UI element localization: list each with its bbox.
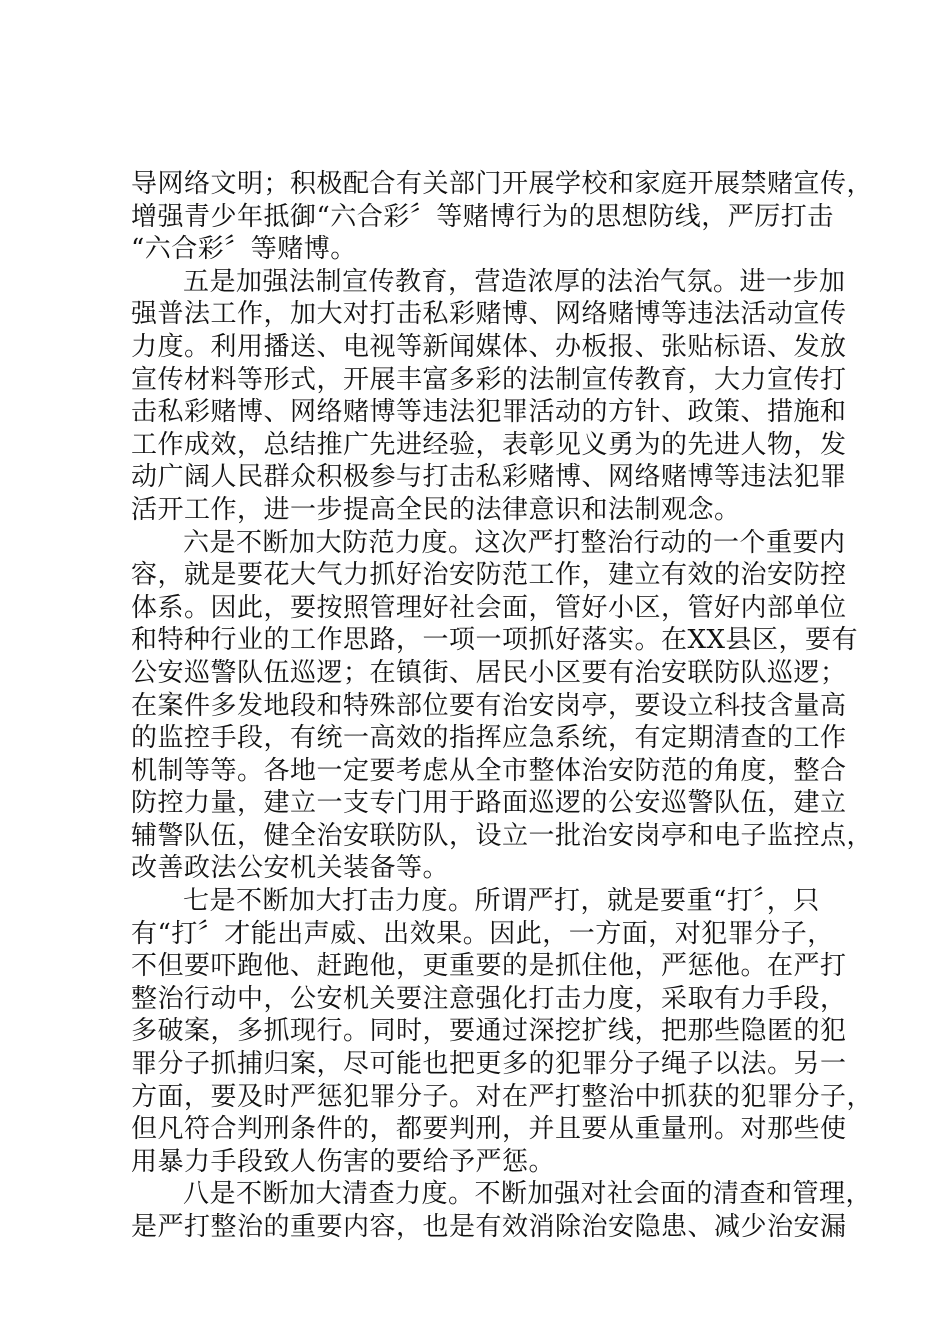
text-line: 防控力量，建立一支专门用于路面巡逻的公安巡警队伍，建立 — [131, 788, 847, 819]
text-line: 活开工作，进一步提高全民的法律意识和法制观念。 — [131, 494, 741, 525]
paragraph-start-line: 八是不断加大清查力度。不断加强对社会面的清查和管理， — [183, 1179, 873, 1210]
text-line: 公安巡警队伍巡逻；在镇街、居民小区要有治安联防队巡逻； — [131, 657, 847, 688]
paragraph-start-line: 六是不断加大防范力度。这次严打整治行动的一个重要内 — [183, 527, 846, 558]
text-line: 力度。利用播送、电视等新闻媒体、办板报、张贴标语、发放 — [131, 331, 847, 362]
text-line: 强普法工作，加大对打击私彩赌博、网络赌博等违法活动宣传 — [131, 299, 847, 330]
text-line: 体系。因此，要按照管理好社会面，管好小区，管好内部单位 — [131, 592, 847, 623]
text-line: 容，就是要花大气力抓好治安防范工作，建立有效的治安防控 — [131, 560, 847, 591]
text-line: 有“打〞才能出声威、出效果。因此，一方面，对犯罪分子， — [131, 918, 834, 949]
text-line: 宣传材料等形式，开展丰富多彩的法制宣传教育，大力宣传打 — [131, 364, 847, 395]
paragraph-start-line: 五是加强法制宣传教育，营造浓厚的法治气氛。进一步加 — [183, 266, 846, 297]
text-line: 是严打整治的重要内容，也是有效消除治安隐患、减少治安漏 — [131, 1212, 847, 1242]
text-line: 的监控手段，有统一高效的指挥应急系统，有定期清查的工作 — [131, 723, 847, 754]
paragraph-start-line: 七是不断加大打击力度。所谓严打，就是要重“打〞，只 — [183, 886, 820, 917]
text-line: 多破案，多抓现行。同时，要通过深挖扩线，把那些隐匿的犯 — [131, 1016, 847, 1047]
document-body — [131, 168, 874, 1244]
text-line: 在案件多发地段和特殊部位要有治安岗亭，要设立科技含量高 — [131, 690, 847, 721]
text-line: 罪分子抓捕归案，尽可能也把更多的犯罪分子绳子以法。另一 — [131, 1049, 847, 1080]
text-line: 导网络文明；积极配合有关部门开展学校和家庭开展禁赌宣传， — [131, 169, 874, 199]
text-line: 和特种行业的工作思路，一项一项抓好落实。在XX县区，要有 — [131, 625, 859, 656]
text-line: 用暴力手段致人伤害的要给予严惩。 — [131, 1146, 556, 1177]
text-line: 但凡符合判刑条件的，都要判刑，并且要从重量刑。对那些使 — [131, 1114, 847, 1145]
text-line: 改善政法公安机关装备等。 — [131, 853, 450, 884]
text-line: 工作成效，总结推广先进经验，表彰见义勇为的先进人物，发 — [131, 429, 847, 460]
text-line: 不但要吓跑他、赶跑他，更重要的是抓住他，严惩他。在严打 — [131, 951, 847, 982]
text-line: “六合彩〞等赌博。 — [131, 234, 357, 265]
text-line: 整治行动中，公安机关要注意强化打击力度，采取有力手段， — [131, 983, 847, 1014]
text-line: 击私彩赌博、网络赌博等违法犯罪活动的方针、政策、措施和 — [131, 397, 847, 428]
text-line: 增强青少年抵御“六合彩〞等赌博行为的思想防线，严厉打击 — [131, 201, 834, 232]
text-line: 动广阔人民群众积极参与打击私彩赌博、网络赌博等违法犯罪 — [131, 462, 847, 493]
text-line: 机制等等。各地一定要考虑从全市整体治安防范的角度，整合 — [131, 755, 847, 786]
text-line: 辅警队伍，健全治安联防队，设立一批治安岗亭和电子监控点， — [131, 820, 874, 851]
text-line: 方面，要及时严惩犯罪分子。对在严打整治中抓获的犯罪分子， — [131, 1081, 874, 1112]
